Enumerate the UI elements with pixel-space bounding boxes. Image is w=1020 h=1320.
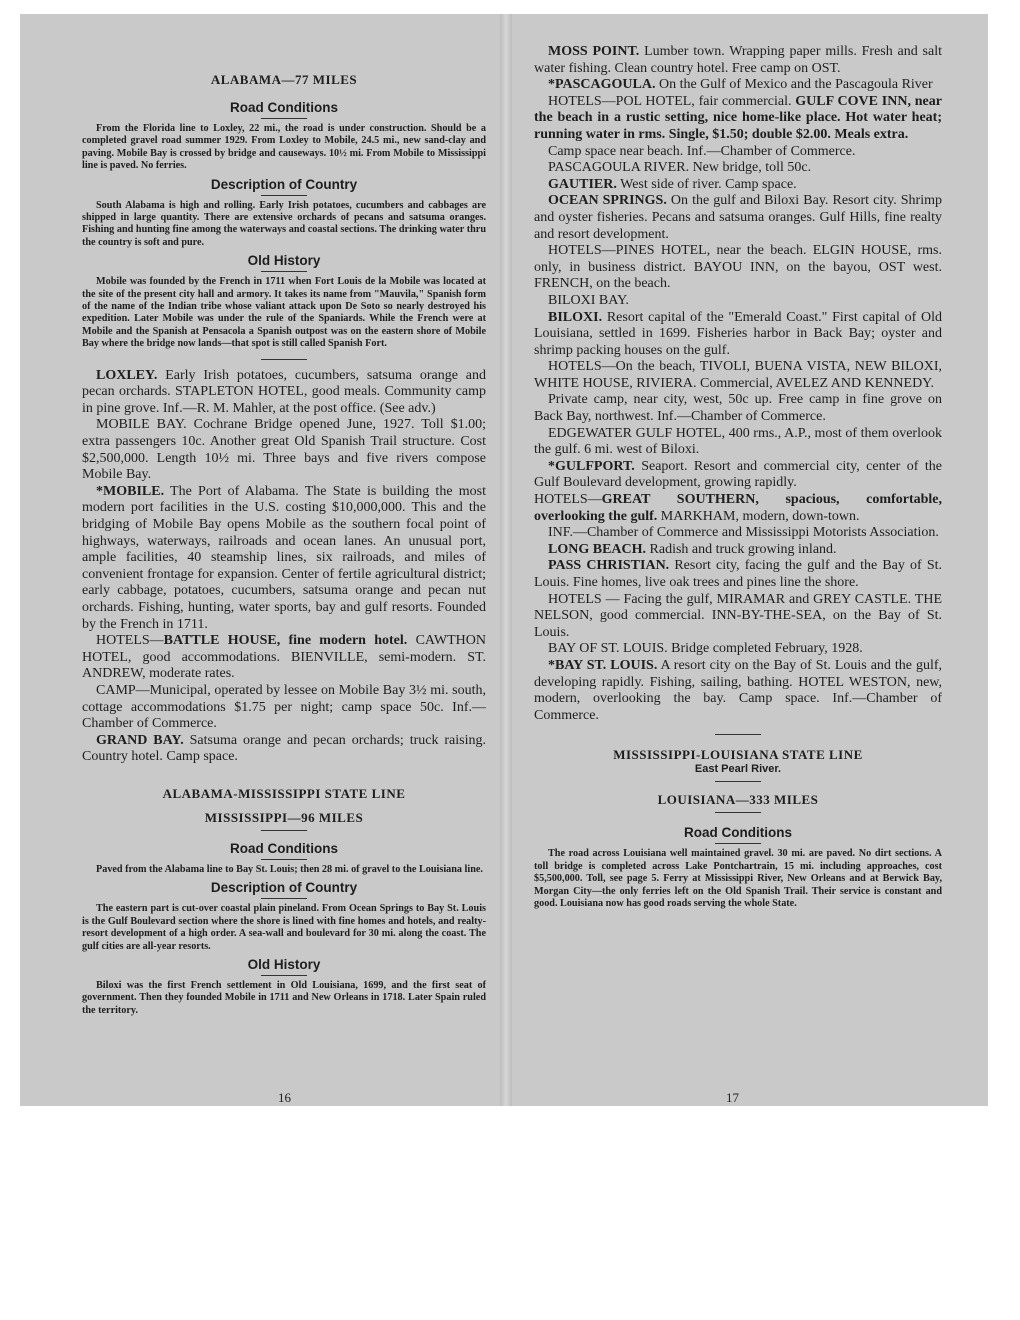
divider xyxy=(261,898,307,899)
mississippi-title: MISSISSIPPI—96 MILES xyxy=(204,809,364,825)
entry-text: HOTELS—POL HOTEL, fair commercial. xyxy=(548,93,796,109)
entry-pascagoula xyxy=(534,77,942,94)
entry-emphasis: GULF COVE INN, near the beach in a rustic setting, nice home-like place. Hot water heat; running water in rms. Single, $1.50; double $2.00. Meals extra. xyxy=(534,93,942,142)
entry-lead: PASS CHRISTIAN. xyxy=(548,558,670,574)
entry-text: On the Gulf of Mexico and the Pascagoula River xyxy=(655,77,933,93)
entry-lead: *MOBILE. xyxy=(96,483,165,499)
entry-text: Early Irish potatoes, cucumbers, satsuma orange and pecan orchards. STAPLETON HOTEL, good meals. Community camp in pine grove. Inf.—R. M. Mahler, at the post office. (See adv.) xyxy=(82,367,486,416)
entry-emphasis: BATTLE HOUSE, fine modern hotel. xyxy=(163,633,408,649)
entry-gulfport xyxy=(534,459,942,492)
alabama-road-heading: Road Conditions xyxy=(230,100,338,115)
entry-ocean-springs xyxy=(534,193,942,243)
mississippi-road-text: Paved from the Alabama line to Bay St. Louis; then 28 mi. of gravel to the Louisiana line. xyxy=(96,863,483,875)
page-number-left: 16 xyxy=(278,1090,291,1105)
right-page xyxy=(512,14,988,1106)
louisiana-road-heading: Road Conditions xyxy=(684,825,792,841)
entry-lead: *GULFPORT. xyxy=(548,458,635,474)
entry-lead: LOXLEY. xyxy=(96,367,158,383)
entry-pascagoula-hotels xyxy=(534,94,942,144)
entry-emphasis: GREAT SOUTHERN, spacious, comfortable, overlooking the gulf. xyxy=(534,492,942,524)
entry-camp-space: Camp space near beach. Inf.—Chamber of Commerce. xyxy=(548,143,856,159)
entry-private-camp: Private camp, near city, west, 50c up. Free camp in fine grove on Back Bay, northwest. Inf.—Chamber of Commerce. xyxy=(534,392,942,425)
divider xyxy=(261,118,307,119)
divider xyxy=(261,359,307,360)
alabama-history-heading: Old History xyxy=(247,253,321,269)
entry-ocean-springs-hotels: HOTELS—PINES HOTEL, near the beach. ELGIN HOUSE, rms. only, in business district. BAYOU INN, on the bayou, OST west. FRENCH, on the beach. xyxy=(534,243,942,292)
entry-text: CAWTHON HOTEL, good accommodations. BIENVILLE, semi-modern. ST. ANDREW, moderate rates. xyxy=(82,633,486,682)
entry-text: Seaport. Resort and commercial city, center of the Gulf Boulevard development, growing rapidly. xyxy=(534,458,942,491)
entry-lead: OCEAN SPRINGS. xyxy=(548,193,667,209)
louisiana-road-text: The road across Louisiana well maintained gravel. 30 mi. are paved. No dirt sections. A toll bridge is completed across Lake Pontchartrain, 15 mi. including approaches, cost $5,500,000. Toll, see page 5. Ferry at Mississippi River, New Orleans and at Berwick Bay, Morgan City—the only ferries left on the Old Spanish Trail. Their service is constant and good. Louisiana now has good roads serving the whole State. xyxy=(534,848,942,909)
entry-biloxi-bay: BILOXI BAY. xyxy=(548,292,629,308)
alabama-title: ALABAMA—77 MILES xyxy=(210,72,358,87)
entry-text: Resort capital of the "Emerald Coast." First capital of Old Louisiana, settled in 1699. Fisheries harbor in Back Bay; oyster and shrimp packing houses on the gulf. xyxy=(534,309,942,358)
entry-lead: LONG BEACH. xyxy=(548,541,647,557)
entry-text: A resort city on the Bay of St. Louis and the gulf, developing rapidly. Fishing, sailing, bathing. HOTEL WESTON, new, modern, overlooking the bay. Camp space. Inf.—Chamber of Commerce. xyxy=(534,657,942,723)
entry-grand-bay xyxy=(82,733,486,766)
mississippi-history-heading: Old History xyxy=(247,956,321,972)
entry-moss-point xyxy=(534,44,942,77)
right-column xyxy=(534,44,942,1072)
entry-gulfport-hotels xyxy=(534,492,942,525)
entry-lead: GRAND BAY. xyxy=(96,732,184,748)
left-page xyxy=(20,14,500,1106)
entry-gulfport-inf: INF.—Chamber of Commerce and Mississippi Motorists Association. xyxy=(548,525,939,541)
entry-lead: *PASCAGOULA. xyxy=(548,77,656,93)
entry-mobile-bay: MOBILE BAY. Cochrane Bridge opened June, 1927. Toll $1.00; extra passengers 10c. Another great Old Spanish Trail structure. Cost $2,500,000. Length 10½ mi. Three bays and five rivers compose Mobile Bay. xyxy=(82,417,486,483)
mississippi-road-heading: Road Conditions xyxy=(230,840,338,856)
divider xyxy=(715,843,761,844)
entry-text: Satsuma orange and pecan orchards; truck raising. Country hotel. Camp space. xyxy=(82,732,486,765)
divider xyxy=(261,830,307,831)
entry-edgewater: EDGEWATER GULF HOTEL, 400 rms., A.P., most of them overlook the gulf. 6 mi. west of Biloxi. xyxy=(534,425,942,458)
divider xyxy=(261,859,307,860)
entry-text: Resort city, facing the gulf and the Bay of St. Louis. Fine homes, live oak trees and pines line the shore. xyxy=(534,558,942,590)
entry-bay-st-louis xyxy=(534,658,942,724)
entry-mobile-hotels xyxy=(82,633,486,683)
entry-lead: BILOXI. xyxy=(548,309,603,325)
ms-la-state-line: MISSISSIPPI-LOUISIANA STATE LINE xyxy=(613,747,863,763)
louisiana-title: LOUISIANA—333 MILES xyxy=(657,792,819,808)
entry-text: The Port of Alabama. The State is building the most modern port facilities in the U.S. costing $10,000,000. This and the bridging of Mobile Bay opens Mobile as the southern focal point of highways, waterways, railroads and ocean lanes. An unusual port, ample facilities, 40 steamship lines, six railroads, and miles of convenient frontage for expansion. Center of fertile agricultural district; early cabbage, potatoes, cucumbers, satsuma orange and pecan nut orchards. Fishing, hunting, water sports, bay and gulf resorts. Founded by the French in 1711. xyxy=(82,483,486,632)
entry-mobile-camp: CAMP—Municipal, operated by lessee on Mobile Bay 3½ mi. south, cottage accommodations $1.75 per night; camp space 50c. Inf.—Chamber of Commerce. xyxy=(82,682,486,732)
alabama-country-heading: Description of Country xyxy=(210,176,358,192)
page-number-right: 17 xyxy=(726,1090,739,1105)
alabama-history-text: Mobile was founded by the French in 1711 when Fort Louis de la Mobile was located at the site of the present city hall and armory. It takes its name from "Mauvila," Spanish form of the name of the Indian tribe whose valiant attack upon De Soto so nearly destroyed his expedition. Later Mobile was under the rule of the Spaniards. While the French were at Mobile and the Spanish at Pensacola a Spanish outpost was on the eastern shore of Mobile Bay where the bridge now lands—that spot is still called Spanish Fort. xyxy=(82,276,486,350)
entry-bay-of-st-louis: BAY OF ST. LOUIS. Bridge completed February, 1928. xyxy=(548,641,863,657)
left-column xyxy=(82,72,486,1072)
entry-loxley xyxy=(82,368,486,418)
entry-text: Radish and truck growing inland. xyxy=(646,541,837,557)
divider xyxy=(715,734,761,735)
entry-biloxi-hotels: HOTELS—On the beach, TIVOLI, BUENA VISTA, NEW BILOXI, WHITE HOUSE, RIVIERA. Commercial, AVELEZ AND KENNEDY. xyxy=(534,359,942,391)
entry-text: On the gulf and Biloxi Bay. Resort city. Shrimp and oyster fisheries. Pecans and satsuma oranges. Gulf Hills, fine realty and resort development. xyxy=(534,193,942,242)
alabama-country-text: South Alabama is high and rolling. Early Irish potatoes, cucumbers and cabbages are shipped in large quantity. There are extensive orchards of pecans and satsuma oranges. Fishing and hunting fine among the waterways and coastal sections. The drinking water thru the country is soft and pure. xyxy=(82,199,486,248)
divider xyxy=(715,781,761,782)
divider xyxy=(261,975,307,976)
divider xyxy=(715,812,761,813)
entry-lead: *BAY ST. LOUIS. xyxy=(548,657,658,673)
entry-mobile xyxy=(82,484,486,633)
entry-text: West side of river. Camp space. xyxy=(616,176,797,192)
entry-biloxi xyxy=(534,310,942,360)
alabama-road-text: From the Florida line to Loxley, 22 mi., the road is under construction. Should be a completed gravel road summer 1929. From Loxley to Mobile, 24.5 mi., new sand-clay and paving. Mobile Bay is crossed by bridge and causeways. 10½ mi. From Mobile to Mississippi line is paved. No ferries. xyxy=(82,123,486,172)
entry-pass-christian-hotels: HOTELS — Facing the gulf, MIRAMAR and GREY CASTLE. THE NELSON, good commercial. INN-BY-THE-SEA, on the Bay of St. Louis. xyxy=(534,591,942,640)
entry-text: HOTELS— xyxy=(534,492,602,508)
entry-pascagoula-river: PASCAGOULA RIVER. New bridge, toll 50c. xyxy=(548,160,812,176)
al-ms-state-line: ALABAMA-MISSISSIPPI STATE LINE xyxy=(162,785,406,801)
entry-text: MARKHAM, modern, down-town. xyxy=(657,508,860,524)
entry-lead: MOSS POINT. xyxy=(548,44,640,59)
entry-gautier xyxy=(534,177,942,194)
book-spread xyxy=(20,14,988,1106)
entry-text: Lumber town. Wrapping paper mills. Fresh and salt water fishing. Clean country hotel. Free camp on OST. xyxy=(534,44,942,76)
divider xyxy=(261,195,307,196)
mississippi-country-heading: Description of Country xyxy=(210,880,358,896)
entry-text: HOTELS— xyxy=(96,633,164,649)
mississippi-country-text: The eastern part is cut-over coastal plain pineland. From Ocean Springs to Bay St. Louis is the Gulf Boulevard section where the shore is lined with fine homes and hotels, and realty-resort development of a high order. A sea-wall and boulevard for 30 mi. along the coast. The gulf cities are all-year resorts. xyxy=(82,903,486,952)
entry-pass-christian xyxy=(534,558,942,591)
divider xyxy=(261,271,307,272)
entry-long-beach xyxy=(534,542,942,559)
mississippi-history-text: Biloxi was the first French settlement in Old Louisiana, 1699, and the first seat of government. Then they founded Mobile in 1711 and New Orleans in 1718. Later Spain ruled the territory. xyxy=(82,979,486,1016)
entry-lead: GAUTIER. xyxy=(548,176,617,192)
ms-la-state-line-sub: East Pearl River. xyxy=(694,763,782,776)
book-gutter xyxy=(500,14,512,1106)
